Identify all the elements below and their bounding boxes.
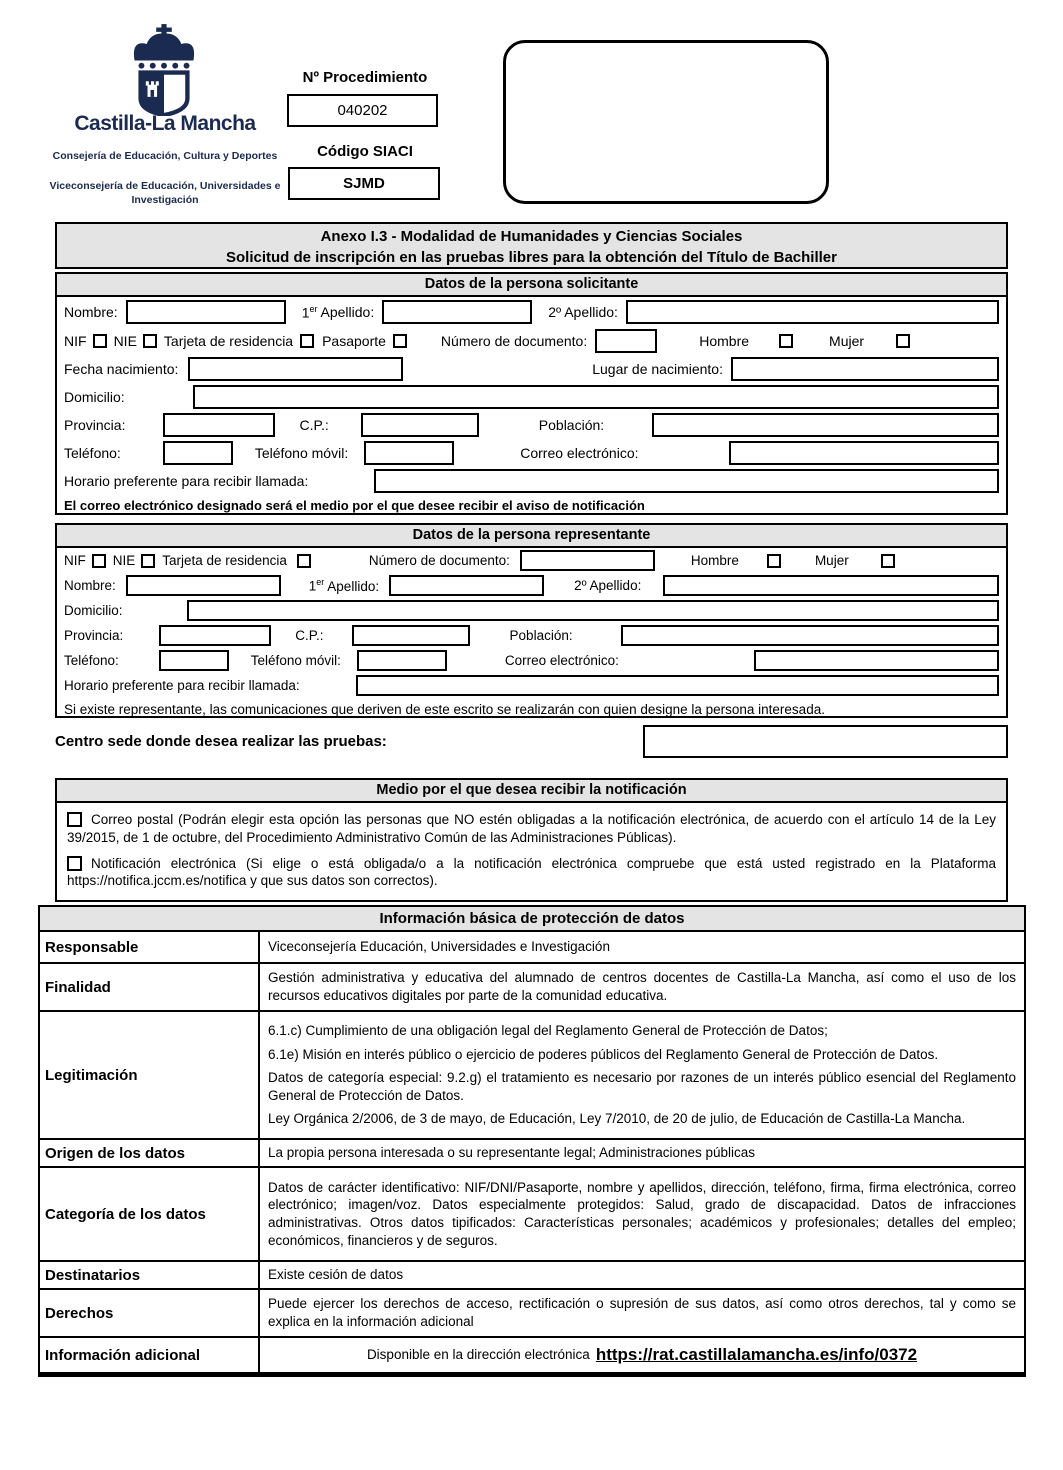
applicant-name-input[interactable] [126,300,286,324]
table-row [40,1168,1024,1262]
province-label: Provincia: [64,417,126,433]
form-title [55,222,1008,269]
applicant-birth-row [57,355,1006,383]
male-label: Hombre [699,333,750,349]
test-center-row [55,724,1008,758]
call-time-label: Horario preferente para recibir llamada: [64,473,309,489]
mobile-label: Teléfono móvil: [254,445,349,461]
derechos-value: Puede ejercer los derechos de acceso, rectificación o supresión de sus datos, así como otros derechos, tal y como se explica en la información adicional [268,1296,1016,1329]
representative-call-time-input[interactable] [356,675,999,696]
representative-female-checkbox[interactable] [881,554,895,568]
table-row [40,1338,1024,1372]
phone-label: Teléfono: [64,653,119,668]
applicant-document-number-input[interactable] [595,329,657,353]
representative-province-input[interactable] [159,625,271,646]
legitimacion-item: Ley Orgánica 2/2006, de 3 de mayo, de Educación, Ley 7/2010, de 20 de julio, de Educación de Castilla-La Mancha. [268,1111,966,1127]
form-title-line2: Solicitud de inscripción en las pruebas libres para la obtención del Título de Bachiller [226,249,837,266]
finalidad-value: Gestión administrativa y educativa del alumnado de centros docentes de Castilla-La Mancha, así como el uso de los recursos educativos digitales por parte de la comunidad educativa. [268,970,1016,1003]
nie-label: NIE [112,553,136,568]
address-label: Domicilio: [64,389,125,405]
postal-code-label: C.P.: [295,628,324,643]
representative-phone-input[interactable] [159,650,229,671]
informacion-adicional-prefix: Disponible en la dirección electrónica [366,1347,590,1363]
legitimacion-item: 6.1e) Misión en interés público o ejercicio de poderes públicos del Reglamento General de Protección de Datos. [268,1046,939,1062]
applicant-phone-row [57,439,1006,467]
applicant-mobile-input[interactable] [364,441,454,465]
test-center-label: Centro sede donde desea realizar las pruebas: [55,732,387,750]
surname2-label: 2º Apellido: [548,304,618,320]
applicant-province-input[interactable] [163,413,275,437]
male-label: Hombre [690,553,739,568]
residence-card-label: Tarjeta de residencia [163,333,294,349]
representative-address-row [57,598,1006,623]
passport-label: Pasaporte [322,333,386,349]
name-label: Nombre: [64,578,116,593]
electronic-option [67,855,996,891]
applicant-section [55,272,1008,515]
applicant-postal-code-input[interactable] [361,413,479,437]
legitimacion-label: Legitimación [40,1012,260,1138]
representative-residence-card-checkbox[interactable] [297,554,311,568]
categoria-label: Categoría de los datos [40,1168,260,1260]
surname1-label: 1er Apellido: [308,577,380,594]
procedure-number-box [287,94,438,127]
applicant-residence-card-checkbox[interactable] [300,334,314,348]
derechos-label: Derechos [40,1290,260,1336]
representative-surname2-input[interactable] [663,575,999,596]
table-row [40,1012,1024,1140]
postal-option-text: Correo postal (Podrán elegir esta opción las personas que NO estén obligadas a la notificación electrónica, de acuerdo con el artículo 14 de la Ley 39/2015, de 1 de octubre, del Procedimiento Administrativo Común de las Administraciones Públicas). [67,812,996,845]
finalidad-label: Finalidad [40,964,260,1010]
representative-town-input[interactable] [621,625,999,646]
applicant-email-note: El correo electrónico designado será el medio por el que desee recibir el aviso de notificación [64,497,645,513]
representative-surname1-input[interactable] [389,575,544,596]
siaci-code-value: SJMD [343,175,385,192]
test-center-input[interactable] [643,725,1008,758]
postal-code-label: C.P.: [299,417,329,433]
representative-nie-checkbox[interactable] [141,554,155,568]
email-label: Correo electrónico: [520,445,639,461]
mobile-label: Teléfono móvil: [250,653,341,668]
applicant-call-time-row [57,467,1006,495]
representative-name-row [57,573,1006,598]
applicant-nif-checkbox[interactable] [93,334,107,348]
electronic-option-checkbox[interactable] [67,856,82,871]
applicant-email-input[interactable] [729,441,999,465]
castilla-la-mancha-crest-logo [112,24,216,116]
representative-call-time-row [57,673,1006,698]
destinatarios-label: Destinatarios [40,1262,260,1288]
siaci-code-label: Código SIACI [317,143,413,160]
applicant-surname1-input[interactable] [382,300,532,324]
representative-note: Si existe representante, las comunicaciones que deriven de este escrito se realizarán con quien designe la persona interesada. [64,701,825,717]
legitimacion-value [260,1012,1024,1138]
procedure-number-value: 040202 [337,102,388,119]
applicant-surname2-input[interactable] [626,300,999,324]
legitimacion-item: Datos de categoría especial: 9.2.g) el tratamiento es necesario por razones de un interés público esencial del Reglamento General de Protección de Datos. [268,1070,1016,1103]
table-row [40,1140,1024,1168]
informacion-adicional-label: Información adicional [40,1338,260,1372]
applicant-phone-input[interactable] [163,441,233,465]
representative-id-row [57,548,1006,573]
representative-section [55,523,1008,718]
informacion-adicional-value [260,1338,1024,1372]
call-time-label: Horario preferente para recibir llamada: [64,678,300,693]
applicant-section-title: Datos de la persona solicitante [57,274,1006,297]
responsable-value: Viceconsejería Educación, Universidades e Investigación [268,939,610,955]
brand-wordmark: Castilla-La Mancha [74,112,256,135]
applicant-province-row [57,411,1006,439]
informacion-adicional-link[interactable]: https://rat.castillalamancha.es/info/0372 [595,1344,918,1364]
email-label: Correo electrónico: [504,653,619,668]
applicant-address-input[interactable] [193,385,999,409]
applicant-call-time-input[interactable] [374,469,999,493]
table-row [40,932,1024,964]
applicant-nie-checkbox[interactable] [143,334,157,348]
applicant-birth-place-input[interactable] [731,357,999,381]
notification-section [55,778,1008,902]
birth-date-label: Fecha nacimiento: [64,361,179,377]
table-row [40,1290,1024,1338]
applicant-birth-date-input[interactable] [188,357,403,381]
representative-section-title: Datos de la persona representante [57,525,1006,548]
origen-label: Origen de los datos [40,1140,260,1166]
applicant-passport-checkbox[interactable] [393,334,407,348]
representative-mobile-input[interactable] [357,650,447,671]
surname1-label: 1er Apellido: [301,303,375,321]
representative-province-row [57,623,1006,648]
privacy-table-title: Información básica de protección de datos [40,907,1024,932]
name-label: Nombre: [64,304,118,320]
residence-card-label: Tarjeta de residencia [162,553,287,568]
postal-option [67,811,996,847]
destinatarios-value: Existe cesión de datos [268,1267,404,1283]
siaci-code-box [288,167,440,200]
document-number-label: Número de documento: [368,553,510,568]
electronic-option-text: Notificación electrónica (Si elige o está obligada/o a la notificación electrónica compruebe que está usted registrado en la Plataforma https://notifica.jccm.es/notifica y que sus datos son correctos). [67,855,996,889]
categoria-value: Datos de carácter identificativo: NIF/DNI/Pasaporte, nombre y apellidos, dirección, teléfono, firma, firma electrónica, correo electrónico; imagen/voz. Datos especialmente protegidos: Salud, grado de discapacidad. Datos de infracciones administrativas. Otros datos tipificados: Características personales; académicos y profesionales; detalles del empleo; económicos, financieros y de seguros. [268,1179,1016,1248]
legitimacion-item: 6.1.c) Cumplimiento de una obligación legal del Reglamento General de Protección de Datos; [268,1023,828,1039]
birth-place-label: Lugar de nacimiento: [592,361,723,377]
representative-male-checkbox[interactable] [767,554,781,568]
representative-nif-checkbox[interactable] [92,554,106,568]
applicant-female-checkbox[interactable] [896,334,910,348]
applicant-id-row [57,327,1006,355]
town-label: Población: [538,417,605,433]
province-label: Provincia: [64,628,124,643]
address-label: Domicilio: [64,603,123,618]
representative-document-number-input[interactable] [520,550,655,571]
registry-stamp-box [503,40,829,204]
female-label: Mujer [829,333,865,349]
responsable-label: Responsable [40,932,260,962]
nie-label: NIE [113,333,137,349]
surname2-label: 2º Apellido: [574,578,642,593]
representative-postal-code-input[interactable] [352,625,470,646]
representative-address-input[interactable] [187,600,999,621]
applicant-town-input[interactable] [652,413,999,437]
form-title-line1: Anexo I.3 - Modalidad de Humanidades y Ciencias Sociales [320,228,743,245]
document-number-label: Número de documento: [440,333,588,349]
nif-label: NIF [64,333,87,349]
privacy-table [38,905,1026,1377]
applicant-name-row [57,297,1006,327]
procedure-number-label: Nº Procedimiento [302,69,428,86]
nif-label: NIF [64,553,86,568]
org-line1: Consejería de Educación, Cultura y Deportes [52,150,278,162]
representative-phone-row [57,648,1006,673]
postal-option-checkbox[interactable] [67,812,82,827]
applicant-address-row [57,383,1006,411]
table-row [40,964,1024,1012]
phone-label: Teléfono: [64,445,121,461]
org-line2: Viceconsejería de Educación, Universidades e Investigación [49,180,281,206]
representative-email-input[interactable] [754,650,999,671]
representative-name-input[interactable] [126,575,281,596]
applicant-male-checkbox[interactable] [779,334,793,348]
town-label: Población: [509,628,573,643]
origen-value: La propia persona interesada o su representante legal; Administraciones públicas [268,1145,756,1161]
female-label: Mujer [814,553,849,568]
notification-section-title: Medio por el que desea recibir la notificación [57,780,1006,803]
table-row [40,1262,1024,1290]
